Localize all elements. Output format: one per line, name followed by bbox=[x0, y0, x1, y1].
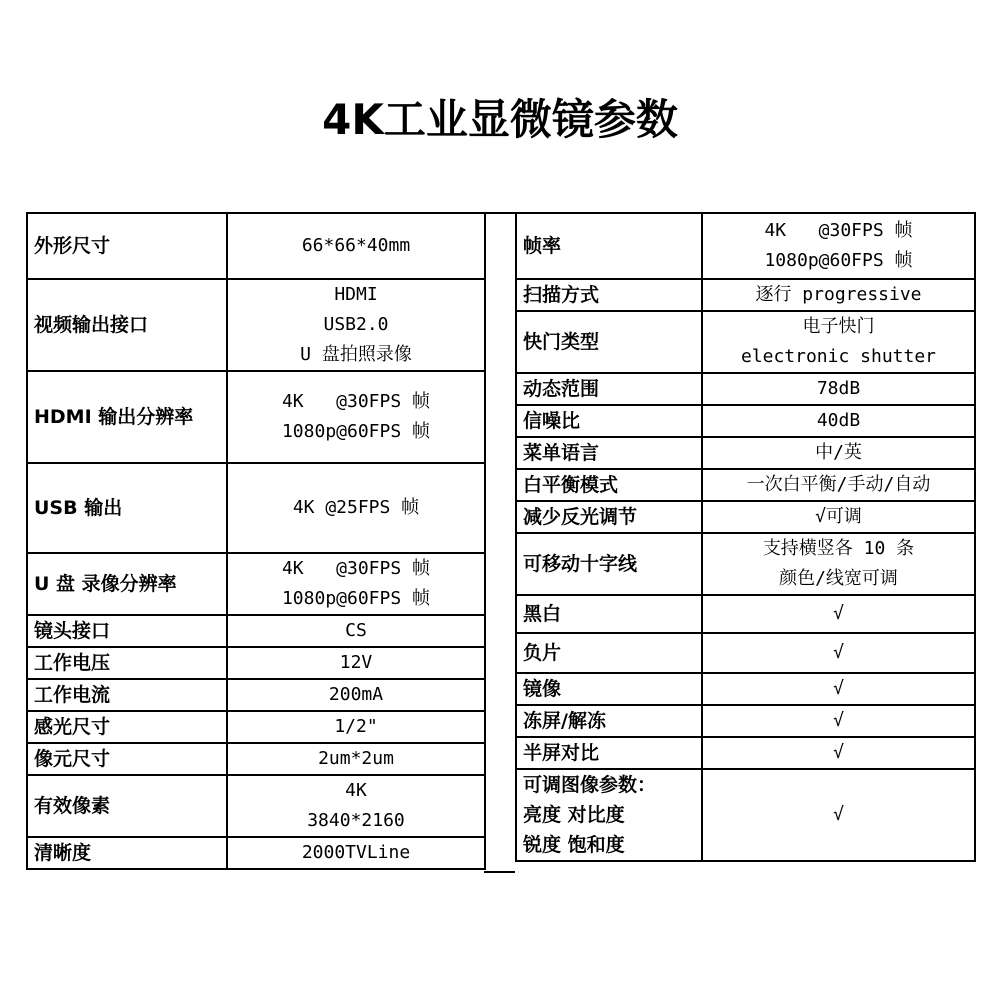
spec-label-line: 黑白 bbox=[523, 603, 562, 625]
spec-value-line: USB2.0 bbox=[323, 314, 389, 335]
spec-label bbox=[27, 279, 227, 371]
spec-value-line: 逐行 progressive bbox=[755, 284, 922, 305]
spec-value-line: 66*66*40mm bbox=[301, 235, 411, 256]
spec-value bbox=[702, 533, 975, 595]
table-divider bbox=[484, 212, 515, 873]
spec-label-line: 快门类型 bbox=[523, 331, 600, 353]
spec-row bbox=[516, 437, 975, 469]
spec-row bbox=[516, 595, 975, 633]
spec-label-line: 工作电压 bbox=[34, 652, 111, 674]
spec-value bbox=[227, 615, 485, 647]
spec-label bbox=[27, 647, 227, 679]
spec-value-line: 颜色/线宽可调 bbox=[779, 568, 898, 589]
spec-label-line: 可调图像参数： bbox=[523, 774, 657, 796]
spec-row bbox=[516, 311, 975, 373]
spec-row bbox=[27, 679, 485, 711]
spec-row bbox=[516, 705, 975, 737]
spec-label bbox=[516, 533, 702, 595]
spec-label bbox=[516, 705, 702, 737]
spec-row bbox=[516, 533, 975, 595]
spec-value-line: √ bbox=[833, 678, 844, 699]
spec-label-line: 扫描方式 bbox=[523, 284, 600, 306]
spec-row bbox=[27, 615, 485, 647]
spec-value bbox=[227, 371, 485, 463]
spec-row bbox=[27, 711, 485, 743]
spec-row bbox=[27, 213, 485, 279]
spec-label bbox=[516, 373, 702, 405]
spec-value-line: √ bbox=[833, 710, 844, 731]
spec-row bbox=[27, 553, 485, 615]
spec-label bbox=[27, 213, 227, 279]
spec-label bbox=[27, 463, 227, 553]
spec-label bbox=[516, 469, 702, 501]
page-title: 4K工业显微镜参数 bbox=[322, 95, 678, 144]
spec-label bbox=[27, 743, 227, 775]
spec-value bbox=[702, 437, 975, 469]
spec-label-line: 可移动十字线 bbox=[523, 553, 638, 575]
spec-value-line: √可调 bbox=[815, 506, 862, 527]
spec-row bbox=[27, 463, 485, 553]
spec-label-line: 镜头接口 bbox=[34, 620, 111, 642]
spec-row bbox=[516, 213, 975, 279]
spec-value bbox=[227, 463, 485, 553]
spec-label-line: 菜单语言 bbox=[523, 442, 600, 464]
spec-value bbox=[227, 679, 485, 711]
spec-value bbox=[702, 501, 975, 533]
spec-value-line: 1/2" bbox=[334, 716, 378, 737]
spec-label bbox=[27, 615, 227, 647]
spec-value-line: electronic shutter bbox=[740, 346, 937, 367]
spec-value-line: 1080p@60FPS 帧 bbox=[281, 588, 431, 609]
spec-label-line: 减少反光调节 bbox=[523, 506, 638, 528]
spec-value bbox=[702, 705, 975, 737]
spec-label bbox=[27, 837, 227, 869]
spec-value-line: 1080p@60FPS 帧 bbox=[764, 250, 913, 271]
spec-label bbox=[516, 501, 702, 533]
spec-value-line: 78dB bbox=[816, 378, 861, 399]
spec-value-line: 200mA bbox=[328, 684, 384, 705]
spec-value-line: 2um*2um bbox=[318, 748, 394, 769]
spec-value-line: 1080p@60FPS 帧 bbox=[281, 421, 431, 442]
spec-value bbox=[702, 311, 975, 373]
spec-value-line: U 盘拍照录像 bbox=[300, 344, 412, 365]
spec-label-line: 白平衡模式 bbox=[523, 474, 619, 496]
spec-value bbox=[702, 633, 975, 673]
spec-value-line: 40dB bbox=[816, 410, 861, 431]
spec-row bbox=[516, 673, 975, 705]
spec-value-line: 4K @30FPS 帧 bbox=[281, 558, 431, 579]
spec-value bbox=[702, 595, 975, 633]
spec-label bbox=[516, 405, 702, 437]
spec-label bbox=[516, 437, 702, 469]
spec-label-line: USB 输出 bbox=[34, 497, 123, 519]
spec-row bbox=[27, 371, 485, 463]
spec-value bbox=[702, 469, 975, 501]
spec-value-line: 4K @25FPS 帧 bbox=[292, 497, 420, 518]
spec-label-line: 外形尺寸 bbox=[34, 235, 111, 257]
spec-label bbox=[27, 371, 227, 463]
spec-row bbox=[516, 769, 975, 861]
spec-label-line: 动态范围 bbox=[523, 378, 600, 400]
spec-value-line: 12V bbox=[339, 652, 373, 673]
spec-label bbox=[516, 595, 702, 633]
spec-label bbox=[516, 213, 702, 279]
spec-value bbox=[227, 837, 485, 869]
spec-value bbox=[227, 711, 485, 743]
spec-label-line: 锐度 饱和度 bbox=[523, 834, 625, 856]
spec-label-line: 有效像素 bbox=[34, 795, 111, 817]
spec-label-line: 清晰度 bbox=[34, 842, 92, 864]
spec-value-line: CS bbox=[345, 620, 367, 641]
spec-value-line: 一次白平衡/手动/自动 bbox=[746, 474, 931, 495]
spec-row bbox=[27, 743, 485, 775]
spec-value-line: 中/英 bbox=[815, 442, 862, 463]
spec-label-line: 帧率 bbox=[523, 235, 562, 257]
spec-label-line: 工作电流 bbox=[34, 684, 111, 706]
spec-label bbox=[27, 711, 227, 743]
spec-row bbox=[27, 647, 485, 679]
spec-value bbox=[227, 743, 485, 775]
spec-row bbox=[516, 279, 975, 311]
spec-value bbox=[227, 213, 485, 279]
spec-value-line: √ bbox=[833, 804, 844, 825]
spec-label-line: 像元尺寸 bbox=[34, 748, 111, 770]
spec-value-line: HDMI bbox=[334, 284, 378, 305]
spec-row bbox=[27, 837, 485, 869]
spec-label-line: HDMI 输出分辨率 bbox=[34, 406, 194, 428]
left-spec-table bbox=[26, 212, 486, 870]
spec-value-line: 电子快门 bbox=[802, 316, 875, 337]
spec-row bbox=[516, 373, 975, 405]
spec-label-line: 半屏对比 bbox=[523, 742, 600, 764]
spec-value bbox=[702, 737, 975, 769]
spec-label-line: 镜像 bbox=[523, 678, 562, 700]
spec-value bbox=[227, 775, 485, 837]
spec-label bbox=[516, 769, 702, 861]
spec-value bbox=[702, 279, 975, 311]
spec-label-line: 负片 bbox=[523, 642, 562, 664]
spec-label-line: 信噪比 bbox=[523, 410, 581, 432]
spec-label bbox=[516, 737, 702, 769]
spec-label bbox=[516, 279, 702, 311]
spec-value bbox=[227, 647, 485, 679]
spec-label-line: 冻屏/解冻 bbox=[523, 710, 606, 732]
spec-value-line: 4K @30FPS 帧 bbox=[281, 391, 431, 412]
spec-value bbox=[702, 769, 975, 861]
spec-row bbox=[516, 633, 975, 673]
spec-row bbox=[516, 469, 975, 501]
spec-value-line: 4K bbox=[345, 780, 367, 801]
spec-value-line: √ bbox=[833, 742, 844, 763]
spec-row bbox=[516, 737, 975, 769]
spec-value-line: √ bbox=[833, 642, 844, 663]
spec-value bbox=[702, 373, 975, 405]
spec-row bbox=[27, 279, 485, 371]
spec-row bbox=[516, 405, 975, 437]
spec-label bbox=[27, 775, 227, 837]
spec-value-line: 2000TVLine bbox=[301, 842, 411, 863]
spec-label-line: U 盘 录像分辨率 bbox=[34, 573, 177, 595]
spec-label bbox=[516, 633, 702, 673]
spec-label-line: 亮度 对比度 bbox=[523, 804, 625, 826]
spec-value bbox=[227, 279, 485, 371]
spec-value bbox=[702, 673, 975, 705]
right-spec-table bbox=[515, 212, 976, 862]
spec-value-line: √ bbox=[833, 603, 844, 624]
spec-value-line: 4K @30FPS 帧 bbox=[764, 220, 913, 241]
spec-value bbox=[702, 405, 975, 437]
spec-label bbox=[516, 673, 702, 705]
spec-label bbox=[27, 553, 227, 615]
spec-value-line: 3840*2160 bbox=[307, 810, 405, 831]
spec-label-line: 视频输出接口 bbox=[34, 314, 149, 336]
spec-value-line: 支持横竖各 10 条 bbox=[762, 538, 915, 559]
spec-row bbox=[27, 775, 485, 837]
spec-label bbox=[27, 679, 227, 711]
spec-label bbox=[516, 311, 702, 373]
spec-row bbox=[516, 501, 975, 533]
spec-value bbox=[227, 553, 485, 615]
spec-value bbox=[702, 213, 975, 279]
spec-label-line: 感光尺寸 bbox=[34, 716, 111, 738]
